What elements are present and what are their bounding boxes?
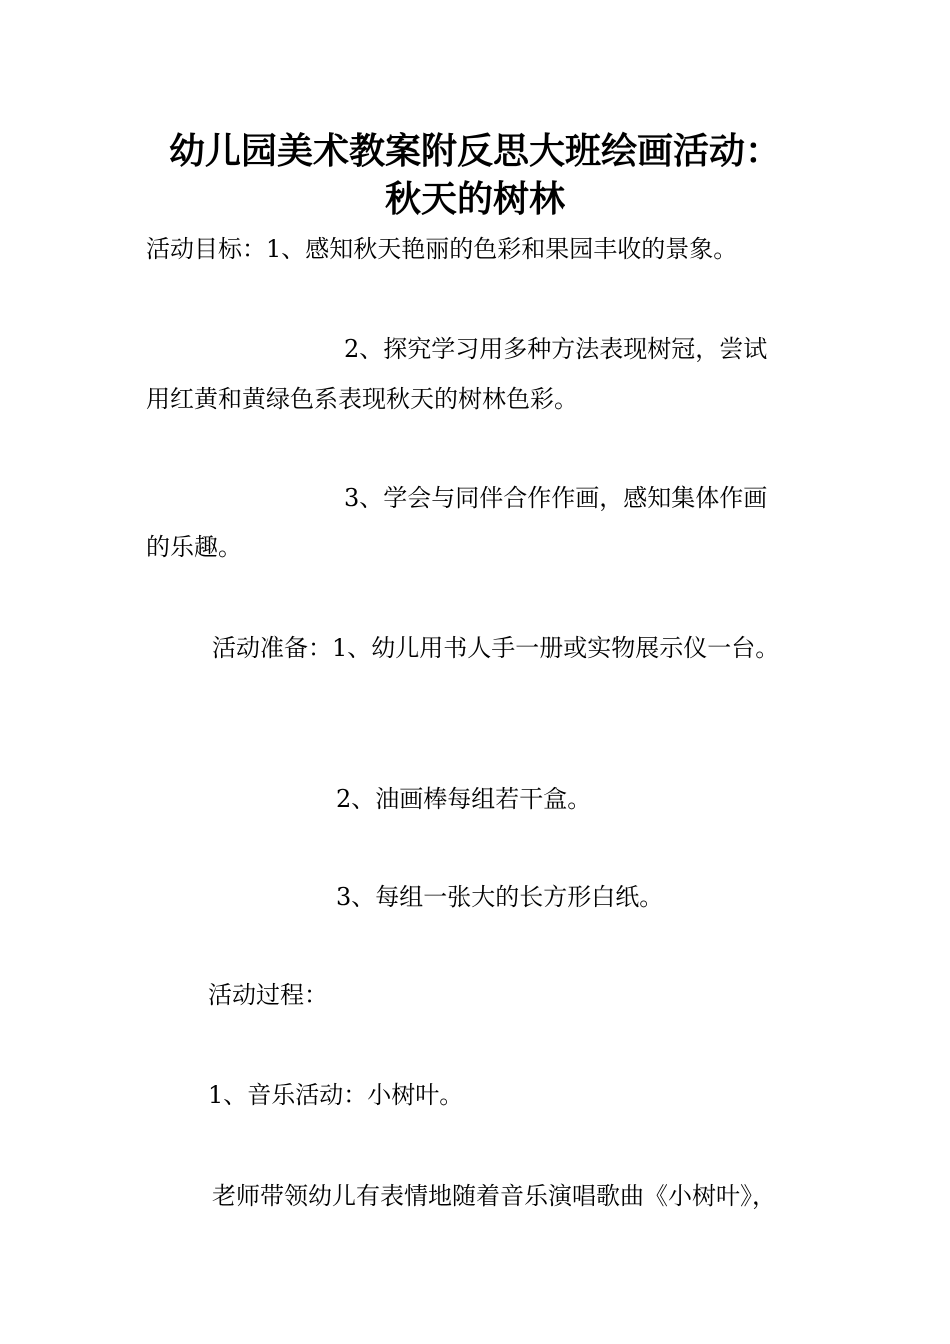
preparation-1: 活动准备：1、幼儿用书人手一册或实物展示仪一台。 — [212, 634, 780, 662]
objective-1: 活动目标：1、感知秋天艳丽的色彩和果园丰收的景象。 — [146, 235, 738, 263]
objective-2-continued: 用红黄和黄绿色系表现秋天的树林色彩。 — [146, 385, 578, 413]
objective-2: 2、探究学习用多种方法表现树冠，尝试 — [344, 335, 768, 363]
objective-3-continued: 的乐趣。 — [146, 533, 242, 561]
objective-3: 3、学会与同伴合作作画，感知集体作画 — [344, 484, 768, 512]
process-heading: 活动过程： — [208, 981, 328, 1009]
process-step-1: 1、音乐活动：小树叶。 — [208, 1081, 464, 1109]
document-title-line-1: 幼儿园美术教案附反思大班绘画活动： — [168, 131, 781, 172]
preparation-2: 2、油画棒每组若干盒。 — [336, 785, 592, 813]
preparation-3: 3、每组一张大的长方形白纸。 — [336, 883, 664, 911]
document-title-line-2: 秋天的树林 — [384, 179, 565, 220]
process-step-1-description: 老师带领幼儿有表情地随着音乐演唱歌曲《小树叶》， — [212, 1182, 776, 1210]
